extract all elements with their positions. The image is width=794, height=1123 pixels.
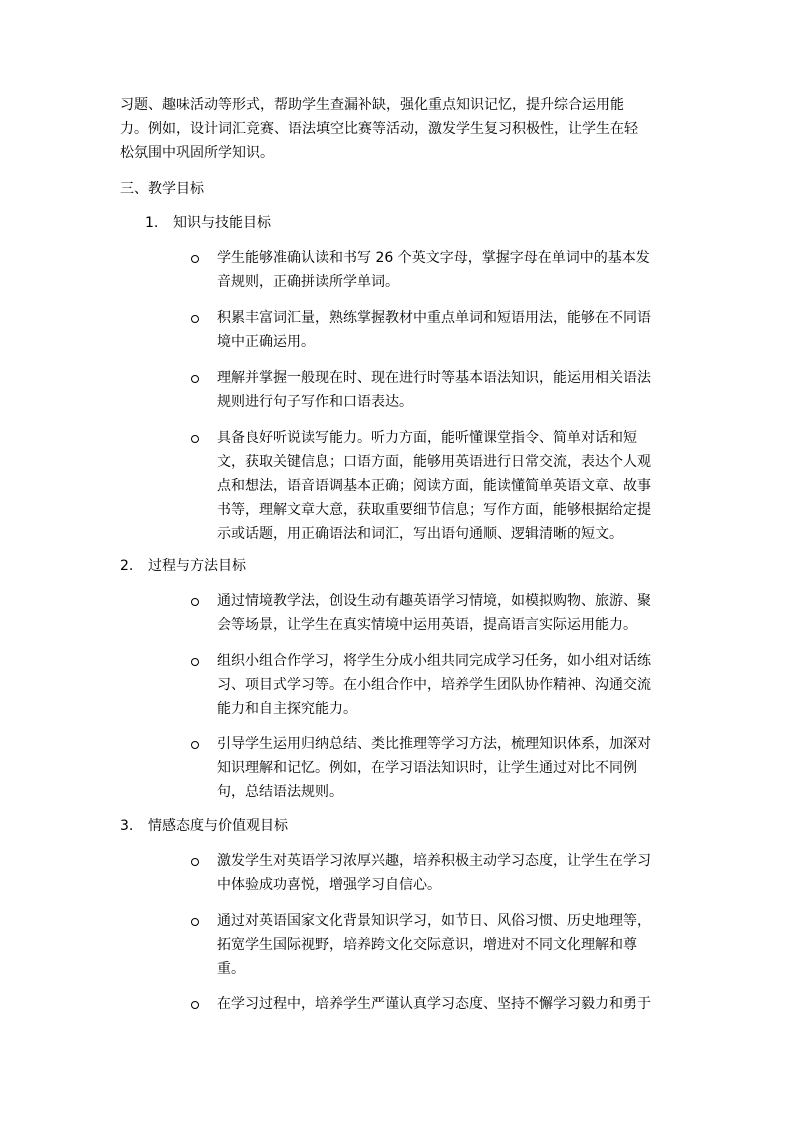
- list-item-line: 文，获取关键信息；口语方面，能够用英语进行日常交流，表达个人观: [217, 454, 651, 470]
- list-item: [217, 589, 651, 637]
- paragraph-line: 力。例如，设计词汇竞赛、语法填空比赛等活动，激发学生复习积极性，让学生在轻: [120, 121, 638, 137]
- list-item-line: 能力和自主探究能力。: [217, 701, 357, 717]
- bullet-icon: [191, 858, 199, 866]
- list-item: [217, 246, 650, 294]
- list-item: [217, 649, 651, 721]
- list-item-line: 境中正确运用。: [217, 334, 315, 350]
- subsection-number: 2.: [120, 558, 134, 574]
- list-item-line: 重。: [217, 961, 245, 977]
- list-item-line: 组织小组合作学习，将学生分成小组共同完成学习任务，如小组对话练: [217, 653, 651, 669]
- subsection-number: 1.: [145, 215, 159, 231]
- list-item-line: 句，总结语法规则。: [217, 784, 343, 800]
- list-item-line: 积累丰富词汇量，熟练掌握教材中重点单词和短语用法，能够在不同语: [217, 310, 651, 326]
- list-item-line: 引导学生运用归纳总结、类比推理等学习方法，梳理知识体系，加深对: [217, 736, 651, 752]
- list-item-line: 音规则，正确拼读所学单词。: [217, 274, 399, 290]
- list-item-line: 具备良好听说读写能力。听力方面，能听懂课堂指令、简单对话和短: [217, 430, 637, 446]
- list-item-line: 中体验成功喜悦，增强学习自信心。: [217, 877, 441, 893]
- list-item: [217, 366, 651, 414]
- paragraph-line: 习题、趣味活动等形式，帮助学生查漏补缺，强化重点知识记忆，提升综合运用能: [120, 97, 624, 113]
- list-item-line: 在学习过程中，培养学生严谨认真学习态度、坚持不懈学习毅力和勇于: [217, 996, 651, 1012]
- intro-paragraph: [120, 93, 638, 165]
- list-item: [217, 849, 651, 897]
- subsection-title: 过程与方法目标: [148, 558, 246, 574]
- bullet-icon: [191, 658, 199, 666]
- paragraph-line: 松氛围中巩固所学知识。: [120, 145, 274, 161]
- bullet-icon: [191, 741, 199, 749]
- list-item: [217, 992, 651, 1016]
- subsection-title: 情感态度与价值观目标: [148, 818, 288, 834]
- section-heading: 三、教学目标: [120, 181, 204, 197]
- list-item-line: 理解并掌握一般现在时、现在进行时等基本语法知识，能运用相关语法: [217, 370, 651, 386]
- list-item-line: 拓宽学生国际视野，培养跨文化交际意识，增进对不同文化理解和尊: [217, 937, 637, 953]
- list-item-line: 规则进行句子写作和口语表达。: [217, 394, 413, 410]
- bullet-icon: [191, 375, 199, 383]
- bullet-icon: [191, 1001, 199, 1009]
- list-item-line: 书等，理解文章大意，获取重要细节信息；写作方面，能够根据给定提: [217, 502, 651, 518]
- subsection-heading-3: [120, 814, 288, 838]
- list-item-line: 示或话题，用正确语法和词汇，写出语句通顺、逻辑清晰的短文。: [217, 526, 623, 542]
- subsection-number: 3.: [120, 818, 134, 834]
- list-item-line: 通过对英语国家文化背景知识学习，如节日、风俗习惯、历史地理等，: [217, 913, 651, 929]
- bullet-icon: [191, 255, 199, 263]
- list-item-line: 点和想法，语音语调基本正确；阅读方面，能读懂简单英语文章、故事: [217, 478, 651, 494]
- list-item-line: 通过情境教学法，创设生动有趣英语学习情境，如模拟购物、旅游、聚: [217, 593, 651, 609]
- list-item: [217, 306, 651, 354]
- list-item-line: 会等场景，让学生在真实情境中运用英语，提高语言实际运用能力。: [217, 617, 637, 633]
- list-item: [217, 909, 651, 981]
- list-item-line: 学生能够准确认读和书写 26 个英文字母，掌握字母在单词中的基本发: [217, 250, 650, 266]
- list-item-line: 习、项目式学习等。在小组合作中，培养学生团队协作精神、沟通交流: [217, 677, 651, 693]
- list-item: [217, 732, 651, 804]
- list-item-line: 知识理解和记忆。例如，在学习语法知识时，让学生通过对比不同例: [217, 760, 637, 776]
- subsection-title: 知识与技能目标: [173, 215, 271, 231]
- bullet-icon: [191, 918, 199, 926]
- bullet-icon: [191, 598, 199, 606]
- subsection-heading-2: [120, 554, 246, 578]
- list-item-line: 激发学生对英语学习浓厚兴趣，培养积极主动学习态度，让学生在学习: [217, 853, 651, 869]
- subsection-heading-1: [145, 211, 271, 235]
- bullet-icon: [191, 435, 199, 443]
- list-item: [217, 426, 651, 546]
- bullet-icon: [191, 315, 199, 323]
